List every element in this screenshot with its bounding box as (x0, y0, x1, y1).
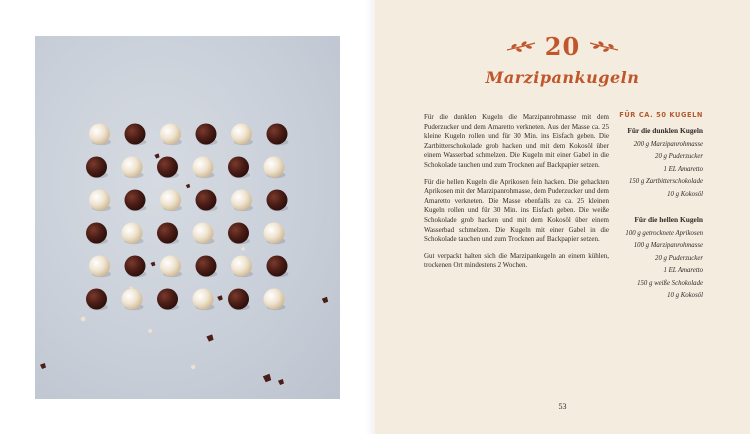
chocolate-crumb (322, 297, 328, 303)
white-marzipan-ball (193, 289, 214, 310)
ingredient-item: 150 g weiße Schokolade (637, 279, 703, 287)
ingredient-item: 10 g Kokosöl (667, 292, 703, 300)
left-sprig-icon (505, 39, 537, 53)
dark-marzipan-ball (196, 190, 217, 211)
dark-marzipan-ball (86, 289, 107, 310)
white-marzipan-ball (160, 256, 181, 277)
white-marzipan-ball (160, 124, 181, 145)
page-number: 53 (558, 402, 567, 411)
white-marzipan-ball (231, 124, 252, 145)
ingredient-list-dark (611, 139, 703, 201)
dark-marzipan-ball (125, 256, 146, 277)
dark-marzipan-ball (267, 190, 288, 211)
dark-marzipan-ball (125, 124, 146, 145)
ingredient-group-title-dark: Für die dunklen Kugeln (627, 126, 703, 135)
ingredient-list-light (611, 228, 703, 302)
ingredient-item: 100 g Marzipanrohmasse (633, 242, 703, 250)
recipe-number-row (375, 31, 750, 61)
chocolate-crumb (40, 363, 46, 369)
dark-marzipan-ball (86, 157, 107, 178)
chocolate-crumb (206, 334, 213, 341)
white-marzipan-ball (122, 223, 143, 244)
chocolate-crumb (151, 262, 156, 267)
photo-illustration (35, 36, 340, 399)
recipe-method (424, 113, 609, 278)
dark-marzipan-ball (228, 223, 249, 244)
ingredients-panel (611, 111, 703, 302)
dark-marzipan-ball (196, 256, 217, 277)
dark-marzipan-ball (86, 223, 107, 244)
ingredient-item: 1 EL Amaretto (663, 267, 703, 275)
dark-marzipan-ball (125, 190, 146, 211)
white-marzipan-ball (264, 223, 285, 244)
white-chocolate-crumb (148, 329, 152, 333)
right-sprig-icon (588, 39, 620, 53)
dark-marzipan-ball (157, 223, 178, 244)
ingredient-item: 10 g Kokosöl (667, 190, 703, 198)
white-chocolate-crumb (191, 365, 196, 370)
ingredient-item: 20 g Puderzucker (655, 153, 703, 161)
white-marzipan-ball (89, 256, 110, 277)
ingredient-item: 200 g Marzipanrohmasse (633, 141, 703, 148)
chocolate-crumb (278, 379, 284, 385)
white-marzipan-ball (122, 157, 143, 178)
white-marzipan-ball (231, 190, 252, 211)
white-marzipan-ball (89, 190, 110, 211)
white-marzipan-ball (264, 157, 285, 178)
method-paragraph-storage: Gut verpackt halten sich die Marzipankugeln an einem kühlen, trockenen Ort mindestens 2 Wochen. (424, 251, 609, 270)
right-page (375, 0, 750, 434)
ingredient-item: 20 g Puderzucker (655, 254, 703, 262)
recipe-yield: FÜR CA. 50 KUGELN (619, 111, 703, 119)
white-marzipan-ball (231, 256, 252, 277)
recipe-title: Marzipankugeln (485, 68, 640, 87)
dark-marzipan-ball (157, 157, 178, 178)
dark-marzipan-ball (228, 157, 249, 178)
white-marzipan-ball (193, 157, 214, 178)
dark-marzipan-ball (267, 256, 288, 277)
ingredient-item: 1 EL Amaretto (663, 165, 703, 173)
method-paragraph-light: Für die hellen Kugeln die Aprikosen fein hacken. Die gehackten Aprikosen mit der Marzipanrohmasse, dem Puderzucker und dem Amaretto verkneten. Die Masse ebenfalls zu ca. 25 kleinen Kugeln rollen und für 30 Min. ins Eisfach geben. Die weiße Schokolade grob hacken und mit dem Kokosöl über einem Wasserbad schmelzen. Die Kugeln mit einer Gabel in die Schokolade tauchen und zum Trocknen auf Backpapier setzen. (424, 177, 609, 244)
chocolate-crumb (186, 184, 190, 188)
white-chocolate-crumb (241, 247, 245, 251)
chocolate-crumb (217, 295, 223, 301)
marzipan-balls-photo (35, 36, 340, 399)
white-marzipan-ball (193, 223, 214, 244)
ingredient-item: 100 g getrocknete Aprikosen (625, 230, 703, 238)
chocolate-crumb (263, 374, 271, 382)
white-marzipan-ball (89, 124, 110, 145)
white-marzipan-ball (264, 289, 285, 310)
dark-marzipan-ball (157, 289, 178, 310)
white-chocolate-crumb (80, 316, 85, 321)
recipe-number: 20 (544, 31, 581, 61)
dark-marzipan-ball (228, 289, 249, 310)
dark-marzipan-ball (267, 124, 288, 145)
ingredient-group-title-light: Für die hellen Kugeln (634, 215, 703, 225)
ingredient-item: 150 g Zartbitterschokolade (628, 178, 703, 186)
white-marzipan-ball (122, 289, 143, 310)
white-marzipan-ball (160, 190, 181, 211)
method-paragraph-dark: Für die dunklen Kugeln die Marzipanrohmasse mit dem Puderzucker und dem Amaretto verkneten. Aus der Masse ca. 25 kleine Kugeln rollen und für 30 Min. ins Eisfach geben. Die Zartbitterschokolade grob hacken und mit dem Kokosöl über einem Wasserbad schmelzen. Die Kugeln mit einer Gabel in die Schokolade tauchen und zum Trocknen auf Backpapier setzen. (424, 113, 609, 169)
dark-marzipan-ball (196, 124, 217, 145)
chocolate-crumb (154, 153, 159, 158)
